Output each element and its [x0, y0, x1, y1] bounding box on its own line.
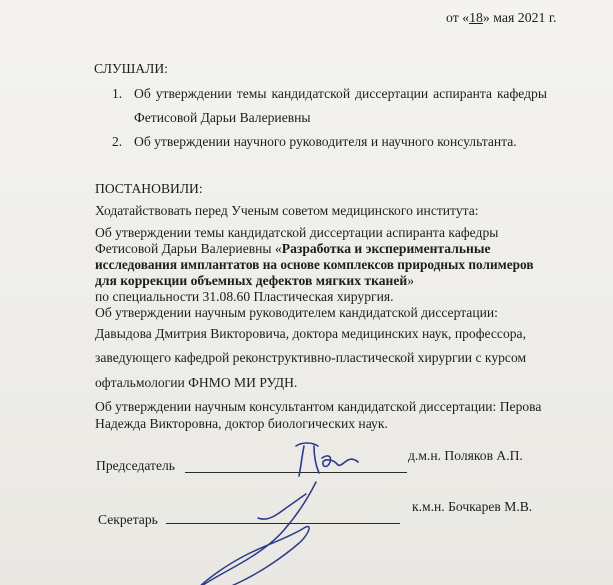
- postanovili-line-2: Об утверждении темы кандидатской диссертации аспиранта кафедры: [95, 225, 499, 240]
- chairman-label: Председатель: [96, 458, 175, 473]
- slushali-item-1-number: 1.: [112, 86, 123, 101]
- document-date: от «18» мая 2021 г.: [446, 10, 557, 25]
- dissertation-title-part-2: исследования имплантатов на основе комплексов природных полимеров: [95, 257, 534, 272]
- slushali-item-2: Об утверждении научного руководителя и научного консультанта.: [134, 134, 517, 149]
- secretary-name: к.м.н. Бочкарев М.В.: [412, 499, 533, 514]
- slushali-heading: СЛУШАЛИ:: [94, 61, 168, 76]
- secretary-label: Секретарь: [98, 512, 158, 527]
- supervisor-department-line: офтальмологии ФНМО МИ РУДН.: [95, 375, 298, 390]
- chairman-name: д.м.н. Поляков А.П.: [408, 448, 523, 463]
- postanovili-line-5: для коррекции объемных дефектов мягких тканей»: [95, 273, 414, 288]
- slushali-item-1-line-2: Фетисовой Дарьи Валериевны: [134, 110, 311, 125]
- chairman-signature: [292, 440, 362, 480]
- postanovili-line-3: Фетисовой Дарьи Валериевны «Разработка и экспериментальные: [95, 241, 491, 256]
- secretary-signature: [188, 478, 348, 585]
- dissertation-title-part-1: Разработка и экспериментальные: [281, 241, 491, 256]
- postanovili-line-1: Ходатайствовать перед Ученым советом медицинского института:: [95, 203, 479, 218]
- supervisor-name-line: Давыдова Дмитрия Викторовича, доктора медицинских наук, профессора,: [95, 326, 526, 341]
- dissertation-title-part-3: для коррекции объемных дефектов мягких тканей: [95, 273, 408, 288]
- slushali-item-1-line-1: Об утверждении темы кандидатской диссертации аспиранта кафедры: [134, 86, 547, 101]
- consultant-name-line: Надежда Викторовна, доктор биологических наук.: [95, 416, 388, 431]
- specialty-line: по специальности 31.08.60 Пластическая хирургия.: [95, 289, 394, 304]
- date-day: 18: [469, 10, 483, 25]
- supervisor-approval-line: Об утверждении научным руководителем кандидатской диссертации:: [95, 305, 498, 320]
- consultant-approval-line: Об утверждении научным консультантом кандидатской диссертации: Перова: [95, 399, 542, 414]
- slushali-item-2-number: 2.: [112, 134, 123, 149]
- postanovili-heading: ПОСТАНОВИЛИ:: [95, 181, 203, 196]
- supervisor-position-line: заведующего кафедрой реконструктивно-пластической хирургии с курсом: [95, 350, 527, 365]
